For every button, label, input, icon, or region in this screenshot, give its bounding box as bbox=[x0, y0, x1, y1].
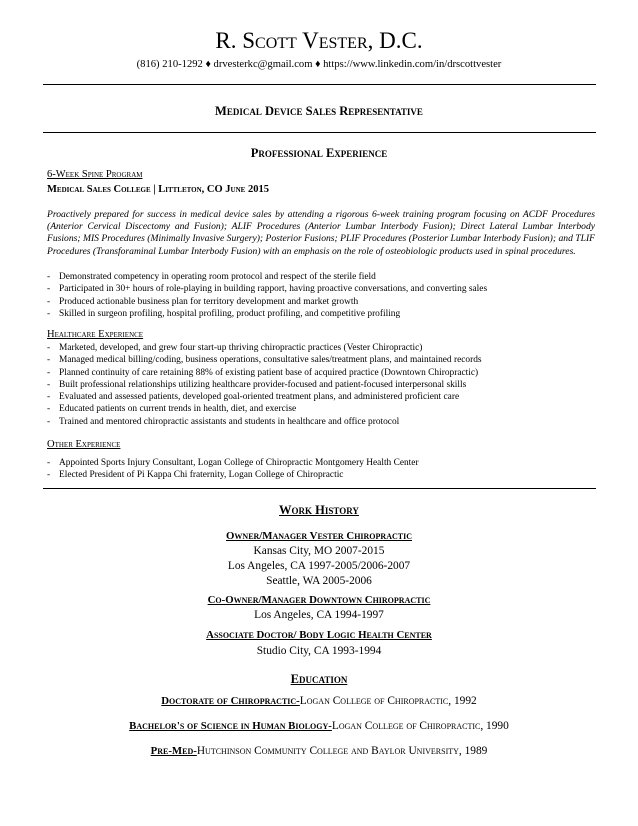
job-location: Los Angeles, CA 1997-2005/2006-2007 bbox=[227, 560, 411, 572]
candidate-name: R. Scott Vester, D.C. bbox=[215, 28, 423, 53]
job-location: Los Angeles, CA 1994-1997 bbox=[254, 609, 384, 621]
header-divider bbox=[43, 84, 596, 85]
spine-program-bullets bbox=[47, 271, 487, 320]
school-name: Hutchinson Community College and Baylor University, 1989 bbox=[196, 745, 488, 757]
education-heading: Education bbox=[290, 672, 348, 686]
list-item: - Appointed Sports Injury Consultant, Logan College of Chiropractic Montgomery Health Center bbox=[47, 458, 419, 468]
list-item: - Evaluated and assessed patients, developed goal-oriented treatment plans, and administered proficient care bbox=[47, 392, 460, 403]
work-history-heading: Work History bbox=[279, 503, 359, 517]
objective-title: Medical Device Sales Representative bbox=[215, 104, 423, 118]
contact-line: (816) 210-1292 ♦ drvesterkc@gmail.com ♦ https://www.linkedin.com/in/drscottvester bbox=[136, 59, 502, 70]
list-item: - Participated in 30+ hours of role-playing in building rapport, having proactive conversations, and converting sales bbox=[47, 284, 488, 295]
other-experience-title: Other Experience bbox=[47, 439, 121, 450]
list-item: - Marketed, developed, and grew four start-up thriving chiropractic practices (Vester Chiropractic) bbox=[47, 343, 423, 353]
job-title: Co-Owner/Manager Downtown Chiropractic bbox=[207, 594, 431, 606]
education-entry bbox=[0, 695, 638, 707]
objective-divider bbox=[43, 132, 596, 133]
list-item: - Planned continuity of care retaining 88% of existing patient base of acquired practice (Downtown Chiropractic) bbox=[47, 367, 479, 378]
job-location: Studio City, CA 1993-1994 bbox=[256, 645, 382, 657]
list-item: - Managed medical billing/coding, business operations, consultative sales/treatment plans, and maintained records bbox=[47, 355, 482, 366]
spine-program-subtitle: Medical Sales College | Littleton, CO June 2015 bbox=[47, 184, 269, 195]
list-item: - Educated patients on current trends in health, diet, and exercise bbox=[47, 404, 297, 415]
job-title: Owner/Manager Vester Chiropractic bbox=[226, 530, 412, 542]
list-item: - Produced actionable business plan for territory development and market growth bbox=[47, 296, 359, 307]
degree-name: Pre-Med- bbox=[150, 745, 197, 757]
job-location: Seattle, WA 2005-2006 bbox=[266, 575, 372, 587]
list-item: - Built professional relationships utilizing healthcare provider-focused and patient-focused interpersonal skills bbox=[47, 379, 467, 390]
experience-divider bbox=[43, 488, 596, 489]
school-name: Logan College of Chiropractic, 1992 bbox=[299, 695, 477, 707]
degree-name: Bachelor's of Science in Human Biology- bbox=[129, 720, 332, 732]
healthcare-bullets bbox=[47, 342, 482, 428]
other-experience-bullets bbox=[47, 457, 419, 482]
job-title: Associate Doctor/ Body Logic Health Center bbox=[206, 629, 432, 641]
list-item: - Demonstrated competency in operating room protocol and respect of the sterile field bbox=[47, 272, 376, 282]
spine-program-summary: Proactively prepared for success in medical device sales by attending a rigorous 6-week training program focusing on ACDF Procedures (Anterior Cervical Discectomy and Fusion); ALIF Procedures (Anterior Lumbar Interbody Fusion); Direct Lateral Lumbar Interbody Fusions; MIS Procedures (Minimally Invasive Surgery); Posterior Fusions; PLIF Procedures (Posterior Lumbar Interbody Fusion); and TLIF Procedures (Transforaminal Lumbar Interbody Fusion) with an emphasis on the role of osteobiologic products used in spinal procedures. bbox=[47, 209, 595, 257]
job-location: Kansas City, MO 2007-2015 bbox=[253, 545, 385, 557]
list-item: - Trained and mentored chiropractic assistants and students in healthcare and office protocol bbox=[47, 416, 400, 427]
spine-program-title: 6-Week Spine Program bbox=[47, 169, 143, 180]
professional-experience-heading: Professional Experience bbox=[250, 146, 388, 160]
healthcare-experience-title: Healthcare Experience bbox=[47, 329, 144, 340]
education-entry bbox=[0, 745, 638, 757]
education-entry bbox=[0, 720, 638, 732]
list-item: - Elected President of Pi Kappa Chi fraternity, Logan College of Chiropractic bbox=[47, 470, 344, 481]
school-name: Logan College of Chiropractic, 1990 bbox=[331, 720, 509, 732]
list-item: - Skilled in surgeon profiling, hospital profiling, product profiling, and competitive profiling bbox=[47, 308, 401, 319]
degree-name: Doctorate of Chiropractic- bbox=[161, 695, 300, 707]
